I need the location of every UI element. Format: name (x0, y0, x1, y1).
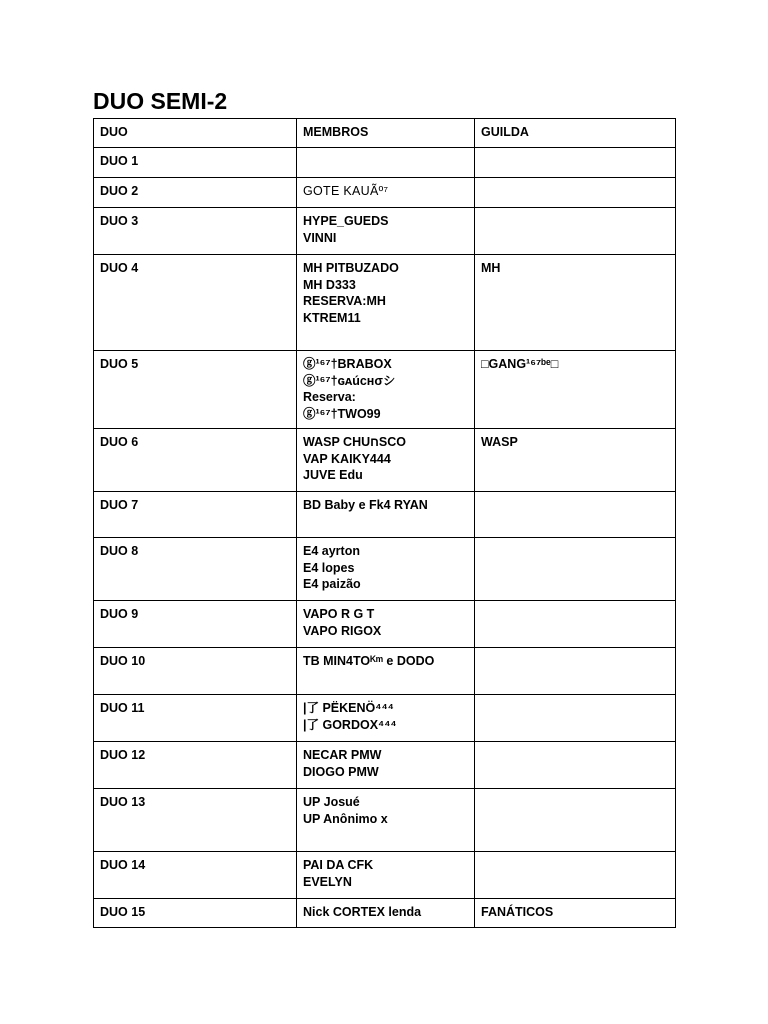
duo-cell: DUO 12 (94, 742, 297, 789)
guilda-cell (475, 695, 676, 742)
duo-cell: DUO 1 (94, 148, 297, 178)
duo-cell: DUO 3 (94, 208, 297, 255)
duo-cell: DUO 14 (94, 852, 297, 899)
duo-cell: DUO 2 (94, 178, 297, 208)
duo-cell: DUO 6 (94, 429, 297, 492)
membros-cell: Nick CORTEX lenda (297, 899, 475, 928)
table-row (94, 148, 676, 178)
table-row (94, 492, 676, 538)
table-row (94, 899, 676, 928)
duo-cell: DUO 15 (94, 899, 297, 928)
membros-cell: E4 ayrton E4 lopes E4 paizão (297, 538, 475, 601)
table-row (94, 538, 676, 601)
membros-cell: UP Josué UP Anônimo x (297, 789, 475, 852)
membros-cell (297, 148, 475, 178)
duo-cell: DUO 8 (94, 538, 297, 601)
table-row (94, 601, 676, 648)
guilda-cell: WASP (475, 429, 676, 492)
header-membros: MEMBROS (297, 119, 475, 148)
membros-cell: HYPE_GUEDS VINNI (297, 208, 475, 255)
duo-cell: DUO 9 (94, 601, 297, 648)
table-row (94, 429, 676, 492)
header-guilda: GUILDA (475, 119, 676, 148)
table-row (94, 255, 676, 351)
header-row (94, 119, 676, 148)
guilda-cell: □GANG¹⁶⁷ᵇᵉ□ (475, 351, 676, 429)
header-duo: DUO (94, 119, 297, 148)
table-row (94, 208, 676, 255)
duo-table (93, 118, 676, 928)
guilda-cell (475, 601, 676, 648)
table-row (94, 852, 676, 899)
membros-cell: NECAR PMW DIOGO PMW (297, 742, 475, 789)
guilda-cell (475, 492, 676, 538)
duo-cell: DUO 13 (94, 789, 297, 852)
table-row (94, 351, 676, 429)
guilda-cell: MH (475, 255, 676, 351)
guilda-cell (475, 148, 676, 178)
membros-cell: ⓖ¹⁶⁷†BRABOX ⓖ¹⁶⁷†ɢᴀúᴄʜσシ Reserva: ⓖ¹⁶⁷†TWO99 (297, 351, 475, 429)
table-row (94, 789, 676, 852)
guilda-cell (475, 178, 676, 208)
membros-cell: TB MIN4TOᴷᵐ e DODO (297, 648, 475, 695)
duo-cell: DUO 11 (94, 695, 297, 742)
table-row (94, 648, 676, 695)
guilda-cell: FANÁTICOS (475, 899, 676, 928)
membros-cell: GOTE KAUÃº⁷ (297, 178, 475, 208)
guilda-cell (475, 208, 676, 255)
guilda-cell (475, 538, 676, 601)
membros-cell: |了 PËKENÖ⁴⁴⁴ |了 GORDOX⁴⁴⁴ (297, 695, 475, 742)
membros-cell: WASP CHUחSCO VAP KAIKY444 JUVE Edu (297, 429, 475, 492)
membros-cell: BD Baby e Fk4 RYAN (297, 492, 475, 538)
duo-cell: DUO 7 (94, 492, 297, 538)
membros-cell: PAI DA CFK EVELYN (297, 852, 475, 899)
page-title: DUO SEMI-2 (93, 88, 228, 114)
duo-cell: DUO 10 (94, 648, 297, 695)
table-row (94, 178, 676, 208)
duo-cell: DUO 5 (94, 351, 297, 429)
guilda-cell (475, 742, 676, 789)
guilda-cell (475, 852, 676, 899)
membros-cell: MH PITBUZADO MH D333 RESERVA:MH KTREM11 (297, 255, 475, 351)
guilda-cell (475, 789, 676, 852)
membros-cell: VAPO R G T VAPO RIGOX (297, 601, 475, 648)
guilda-cell (475, 648, 676, 695)
duo-cell: DUO 4 (94, 255, 297, 351)
table-row (94, 695, 676, 742)
table-row (94, 742, 676, 789)
